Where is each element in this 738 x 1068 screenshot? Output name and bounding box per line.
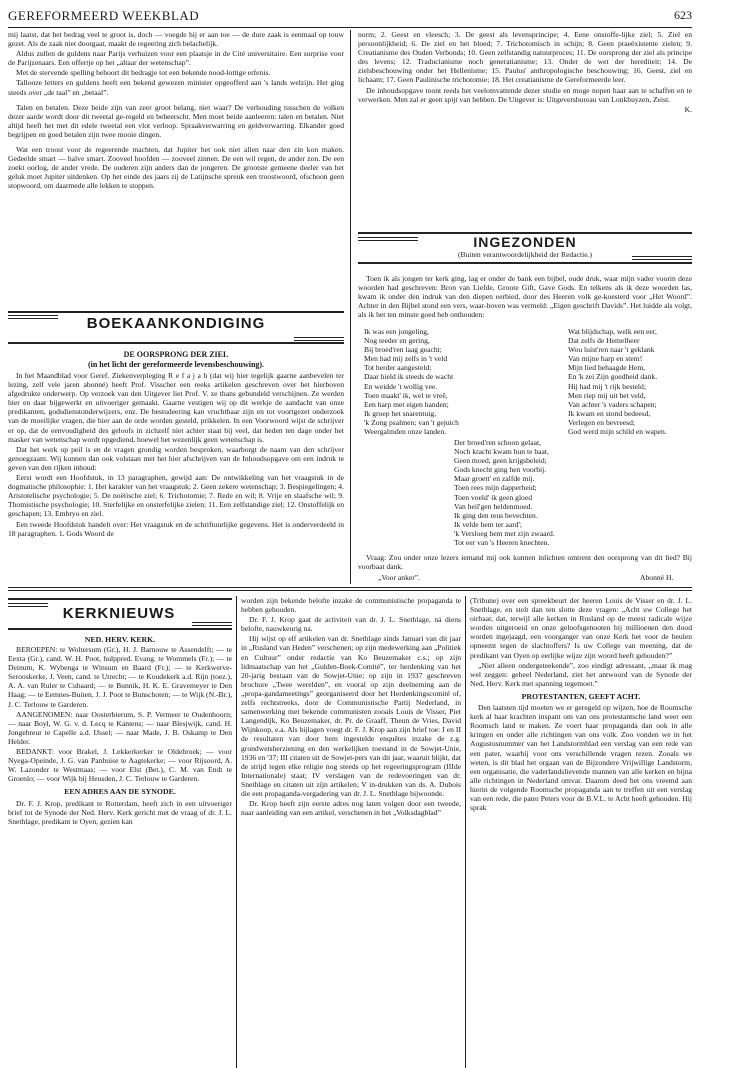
- banner-rule: [8, 315, 58, 316]
- paragraph: Met de stervende spelling behoort dit bedragje tot een bekende nood-lottige erfenis.: [16, 68, 271, 78]
- poem-line: Daar hield ik steeds de wacht: [364, 372, 454, 382]
- article-subtitle: (in het licht der gereformeerde levensbeschouwing).: [87, 360, 265, 369]
- poem-line: Ik velde hem ter aard';: [454, 519, 522, 529]
- header-rule: [8, 27, 692, 28]
- paragraph: worden zijn bekende belofte inzake de communistische propaganda te hebben gehouden.: [241, 596, 461, 615]
- section-divider: [8, 590, 692, 591]
- banner-rule: [294, 337, 344, 338]
- paragraph: Dat het werk op peil is en de vragen grondig worden besproken, waarborgt de naam van den schrijver genoegzaam. Wij kunnen dan ook volstaan met het hier afschrijven van de Inhoudsopgave om een indruk te geven van den rijken inhoud:: [8, 444, 344, 472]
- signature: K.: [684, 104, 692, 114]
- signature-left: „Voor anker”.: [378, 573, 421, 582]
- paragraph: Tallooze letters en guldens heeft een bekend gewezen minister opgeofferd aan 's lands welzijn. Het ging steeds over „de taal” en „betaal”.: [8, 78, 344, 97]
- poem-line: Nog teeder en gering,: [364, 336, 430, 346]
- paragraph: (Tribune) over een spreekbeurt der heeren Louis de Visser en dr. J. L. Snethlage, en stelt dan ten slotte deze vragen: „Acht uw College het oirbaar, dat, terwijl alle kerken in Rusland op de meest radicale wijze worden uitgeroeid en onze geloofsgenooten bij millioenen den dood worden ingejaagd, een voorganger van onze Kerk het voor de beulen opneemt tegen de slachtoffers? Is uw College van meening, dat de predikant van Oyen op eerlijke wijze zijn woord heeft gehouden?”: [470, 596, 692, 660]
- poem-line: Ik ging den reus bevechten.: [454, 510, 538, 520]
- poem-line: Mijn lied behaagde Hem,: [568, 363, 646, 373]
- poem-line: Men had mij zelfs in 't veld: [364, 354, 448, 364]
- banner-rule: [358, 262, 692, 264]
- column-divider: [465, 596, 466, 1068]
- boekaankondiging-banner: BOEKAANKONDIGING: [86, 315, 266, 332]
- banner-rule: [192, 625, 232, 626]
- banner-rule: [8, 603, 48, 604]
- banner-rule: [8, 606, 48, 607]
- kerk-column-1: [8, 645, 232, 827]
- poem-right: [568, 327, 692, 436]
- poem-line: Ik was een jongeling,: [364, 327, 429, 336]
- poem-line: Gods knecht ging hen voorbij.: [454, 465, 547, 475]
- poem-line: Wou luist'ren naar 't geklank: [568, 345, 655, 355]
- banner-rule: [8, 598, 232, 600]
- paragraph: Hij wijst op elf artikelen van dr. Snethlage sinds Januari van dit jaar in „Rusland van Heden” verschenen; op zijn medewerking aan „Politiek en Cultuur” onder redactie van Ko Beuzemaker c.s.; op zijn lidmaatschap van het „Gulden-Boek-Comité”, ter herdenking van het 20-jarig bestaan van de Sowjet-Unie; op zijn in 1937 geschreven brochure „Twee werelden”, en vooral op zijn deelneming aan de „propa-gandameetings” georganiseerd door het Herdenkingscomité of, zelfs rechtstreeks, door de Communistische Partij Nederland, in samenwerking met bekende communisten zooals Louis de Visser, Piet Langendijk, Ko Beuzemaker, dr. Pr. de Graaff, Theun de Vries, David Wijnkoop, e.a. Als bijlagen voegt dr. F. J. Krop aan zijn brief toe: I en II de resultaten van door hem ingestelde enquêtes inzake de z.g. grondwetsherziening en den werkelijken toestand in de Sowjet-Unie, 1936 en '37; III citaten uit de Sowjet-pers van dit jaar, waaruit blijkt, dat de strijd tegen elke religie nog steeds op het regeeringsprogram (IIIde Internationale) staat; IV verslagen van de redevoeringen van dr. Snethlage en citaten uit zijn artikelen; V in-drukken van ds. A. Dubois die een propaganda-vergadering van dr. J. L. Snethlage bijwoonde.: [241, 634, 461, 798]
- top-right-column: [358, 30, 692, 114]
- paragraph: „Niet alleen ondergeteekende”, zoo eindigt adressant, „maar ik mag wel zeggen: geheel Nederland, ziet het antwoord van de Synode der Ned. Herv. Kerk met spanning tegemoet.”: [470, 660, 692, 688]
- banner-rule: [358, 240, 418, 241]
- journal-title: GEREFORMEERD WEEKBLAD: [8, 8, 200, 23]
- paragraph: BEROEPEN: te Woltersum (Gr.), H. J. Barnouw te Assendelft; — te Eexta (Gr.), cand. W. H. Poot, hulppred. Evang. te Wommels (Fr.); — te Deinum, K. Wybenga te Winsum en Baard (Fr.); — te Kerkwerve-Serooskerke, J. Veen, cand. te Utrecht; — te Koudekerk a.d. Rijn (toez.), A. A. van Ruler te Cubaard; — te Bunnik, H. K. E. Gravemeyer te Den Haag; — te Eemnes-Buiten, J. J. Poot te Bunschoten; — te Wijk (N.-Br.), J. C. Terlouw te Garderen.: [8, 645, 232, 709]
- article-title: DE OORSPRONG DER ZIEL: [123, 350, 229, 359]
- ingezonden-closing: [358, 553, 692, 572]
- paragraph: mij laatst, dat het bedrag veel te groot is, doch — voegde hij er aan toe — de dure zaak is eenmaal op touw gezet. Als de zaak niet doorgaat, maakt de regeering zich belachelijk.: [8, 30, 344, 49]
- poem-line: Toen maakt' ik, wel te vreê,: [364, 390, 448, 400]
- boek-body: [8, 371, 344, 539]
- signature-right: Abonné H.: [640, 573, 674, 582]
- paragraph: In het Maandblad voor Geref. Ziekenverpleging R e f a j a h (dat wij hier tegelijk gaarne aanbevelen ter lezing, zelf vele jaren abonné) heeft Prof. Visscher een reeks artikelen geschreven over het hierboven afgedrukte onderwerp. Op verzoek van den Uitgever liet Prof. V. ze thans gebundeld verschijnen. Ze werden hier en daar bijgewerkt en uitvoeriger gemaakt. Gaarne vestigen wij op dit werkje de aandacht van onze predikanten, godsdienstonderwijzers, enz. De bestudeering kan vruchtbaar zijn en tot voortgezet onderzoek van de moeilijke vragen, die hier aan de orde worden gesteld, prikkelen. In een Voorwoord wijst de schrijver er op, dat de eenvoudigheid des geloofs in zichzelf niet achter staat bij veel, dat heden ten dage onder het masker van wetenschap wordt opgediend, hoewel het wezenlijk geen wetenschap is.: [8, 371, 344, 444]
- poem-line: Noch kracht kwam hun te baat,: [454, 447, 549, 457]
- poem-line: Geen moed, geen krijgsbeleid;: [454, 456, 547, 466]
- poem-line: En weidde 't wollig vee.: [364, 381, 438, 391]
- poem-line: Hij had mij 't rijk besteld;: [568, 381, 646, 391]
- banner-rule: [8, 342, 344, 344]
- paragraph: norm; 2. Geest en vleesch; 3. De geest als levensprincipe; 4. Eene onstoffe-lijke ziel; 5. Ziel en persoonlijkheid; 6. De ziel en het bloed; 7. Trichotomisch in schijn; 8. Geen praeëxistente zielen; 9. Creatianisme des Ouden Verbonds; 10. Geen zelfstandig natuurproces; 11. De oorsprong der ziel als principe des levens; 12. Traducianisme noch generatianisme; 13. Onder de wet der herediteit; 14. De zielsbeschouwing onder het Hellenisme; 15. Paulus' anthropologische beschouwing; 16. Geest, ziel en lichaam; 17. Geen Paulinische trichotomie; 18. Het creatianisme de Gereformeerde leer.: [358, 30, 692, 85]
- poem-line: Ik kwam en stond bedeesd,: [568, 408, 651, 418]
- kerknieuws-banner: KERKNIEUWS: [62, 605, 176, 622]
- poem-line: 'k Zong psalmen; van 't gejuich: [364, 417, 459, 427]
- poem-center: [454, 438, 654, 547]
- paragraph: Een tweede Hoofdstuk handelt over: Het vraagstuk en de schriftuurlijke gegevens. Het is onderverdeeld in 18 paragraphen. 1. Gods Woord de: [8, 519, 344, 538]
- banner-rule: [632, 259, 692, 260]
- column-divider: [236, 596, 237, 1068]
- kerk-column-2: [241, 596, 461, 818]
- banner-rule: [192, 622, 232, 623]
- ingezonden-intro: [358, 274, 692, 320]
- banner-rule: [8, 311, 344, 313]
- section-heading: PROTESTANTEN, GEEFT ACHT.: [521, 691, 641, 701]
- banner-rule: [358, 237, 418, 238]
- poem-line: Der broed'ren schoon gelaat,: [454, 438, 541, 447]
- poem-line: Tot herder aangesteld;: [364, 363, 432, 373]
- banner-rule: [8, 318, 58, 319]
- poem-line: 'k Versloeg hem met zijn zwaard.: [454, 528, 555, 538]
- paragraph: Wat een troost voor de regeerende machten, dat Jupiter het ook niet allen naar den zin kon maken. Gedeelde smart — halve smart. Zooveel hoofden — zooveel zinnen. De een wil regen, de ander zon. De een zoekt oorlog, de ander vrede. De ouderen zijn anders dan de jongeren. De grootste gemeene deeler van het geluk moet Jupiter uitdenken. Op het einde des jaars zij de Latijnsche spreuk een troostwoord, ofschoon geen stopwoord, om daarmede alle lekken te stoppen.: [8, 145, 344, 191]
- kerk-column-3: [470, 596, 692, 813]
- top-left-column: [8, 30, 344, 192]
- ingezonden-subtitle: (Buiten verantwoordelijkheid der Redactie.): [457, 250, 593, 259]
- banner-rule: [8, 628, 232, 630]
- poem-line: Van heil'gen heldenmoed.: [454, 501, 533, 511]
- paragraph: BEDANKT: voor Brakel, J. Lekkerkerker te Oldebroek; — voor Nyega-Opeinde, J. G. van Panhuise te Aagtekerke; — voor Rijsoord, A. W. Lazonder te Westmaas; — voor Elst (Bet.), C. M. van Endt te Groenlo; — voor Wijk bij Heusden, J. C. Terlouw te Garderen.: [8, 747, 232, 784]
- poem-line: Een harp met eigen handen;: [364, 399, 449, 409]
- paragraph: Dr. F. J. Krop, predikant te Rotterdam, heeft zich in een uitvoeriger brief tot de Synode der Ned. Herv. Kerk gericht met de vraag of dr. J. L. Snethlage, predikant te Oyen, gezien kan: [8, 798, 232, 826]
- poem-left: [364, 327, 524, 436]
- poem-line: Tot eer van 's Heeren knechten.: [454, 538, 550, 548]
- paragraph: De inhoudsopgave toont reeds het veelomvattende dezer studie en moge nopen haar aan te schaffen en te verwerken. Men zal er geen spijt van hebben. De Uitgever is: Uitgeversbureau van Lonkhuyzen, Zeist.: [358, 85, 692, 104]
- section-heading: EEN ADRES AAN DE SYNODE.: [64, 787, 176, 797]
- page-number: 623: [674, 8, 692, 22]
- poem-line: Weergalmden onze landen.: [364, 427, 447, 437]
- poem-line: Toen voeld' ik geen gloed: [454, 492, 533, 502]
- poem-line: Ik groep het snarentuig,: [364, 408, 437, 418]
- poem-line: Van mijne harp en stem!: [568, 354, 643, 364]
- poem-line: Wat blijdschap, welk een eer,: [568, 327, 657, 336]
- paragraph: Talen en betalen. Deze beide zijn van zeer groot belang, niet waar? De verhouding tusschen de volken dezer aarde wordt door dit tweetal ge-regeld en beheerscht. Men moet beide aanleeren: talen en betalen. Niet altijd heeft het met dit edele tweetal een vlot verloop. Spraakverwarring en geldverwarring. Elkander goed begrijpen en goed betalen zijn twee mooie dingen.: [8, 102, 344, 139]
- poem-line: En 'k zei Zijn goedheid dank.: [568, 372, 658, 382]
- column-divider: [350, 30, 351, 584]
- poem-line: Men riep mij uit het veld,: [568, 390, 646, 400]
- paragraph: Aldus zullen de guldens naar Parijs verhuizen voor een plaatsje in de Cité universitaire. Een surprise voor de Parijzenaars. Een offertje op het „altaar der wetenschap”.: [8, 49, 344, 68]
- paragraph: Dr. F. J. Krop gaat de activiteit van dr. J. L. Snethlage, ná diens belofte, nauwkeurig na.: [241, 615, 461, 634]
- paragraph: Eerst wordt een Hoofdstuk, in 13 paragraphen, gewijd aan: De ontwikkeling van het vraagstuk in de dogmatische philosophie: 1. Het karakter van het vraagstuk; 2. Geen zekere wetenschap; 3. Bespiegelingen; 4. Aristotelische psychologie; 5. De noëtische ziel; 6. Trichotomie; 7. Rede en wil; 8. Vrije en slaafsche wil; 9. Thomistische psychologie; 10. Sterfelijke en onsterfelijke zielen; 11. Een zelfstandige ziel; 12. Onstoffelijk en geschapen; 13. Embryo en ziel.: [8, 473, 344, 519]
- paragraph: Den laatsten tijd moeten we er geregeld op wijzen, hoe de Roomsche kerk al haar krachten inspant om van ons protestantsche land weer een Roomsch land te maken. Ze voert haar propaganda dan ook in alle kringen en onder alle richtingen van ons volk. Zoo vonden we in het Augustusnummer van het Landstormblad een verslag van een rede van een pater, waarbij voor ons verschillende vragen rezen. Zooals we weten, is dit blad het orgaan van de Bijzondere Vrijwillige Landstorm, een organisatie, die vaderlandslievende mannen van alle kerken en bijna alle richtingen in Nederland omvat. Daarom deed het ons vreemd aan hierin de volgende Roomsche propaganda aan te treffen uit een verslag van een rede, die pater Peters voor de B.V.L. te Acht heeft gehouden. Hij sprak: [470, 703, 692, 813]
- paragraph: AANGENOMEN: naar Oosterbierum, S. P. Vermeer te Oudenhoorn; — naar Boyl, W. G. v. d. Lecq te Kantens; — naar Blesjwijk, cand. H. Jongebreur te Capelle a.d. IJssel; — naar Made, J. B. Oskamp te Den Helder.: [8, 709, 232, 746]
- ingezonden-banner: INGEZONDEN: [473, 234, 577, 250]
- paragraph: Toen ik als jongen ter kerk ging, lag er onder de bank een bijbel, oude druk, waar mijn vader voorin deze woorden had geschreven: Bron van Liefde, Groote Gift, Gave Gods. En telkens als ik deze woorden las, kwam ik onder den indruk van den diepen eerbied, door des Heeren volk ge-koesterd voor „Het Woord”. Achter in den Bijbel stond een vers, waar-boven was vermeld: „Eigen geschrift Davids”. Het luidde als volgt, als ik het ten minste goed heb onthouden:: [358, 274, 692, 320]
- poem-line: Toen rees mijn dapperheid;: [454, 483, 537, 493]
- section-heading: NED. HERV. KERK.: [84, 635, 156, 644]
- poem-line: Dat zelfs de Hemelheer: [568, 336, 640, 346]
- poem-line: God werd mijn schild en wapen.: [568, 427, 667, 437]
- paragraph: Vraag: Zou onder onze lezers iemand mij ook kunnen inlichten omtrent den oorsprong van dit lied? Bij voorbaat dank.: [358, 553, 692, 572]
- banner-rule: [294, 340, 344, 341]
- poem-line: Bij broed'ren laag geacht;: [364, 345, 442, 355]
- paragraph: Dr. Krop heeft zijn eerste adres nog laten volgen door een tweede, naar aanleiding van een artikel, verschenen in het „Volksdagblad”: [241, 799, 461, 818]
- poem-line: Verlegen en bevreesd;: [568, 417, 636, 427]
- section-divider: [8, 587, 692, 588]
- poem-line: Van achter 's vaders schapen;: [568, 399, 657, 409]
- poem-line: Maar groett' en zalfde mij.: [454, 474, 535, 484]
